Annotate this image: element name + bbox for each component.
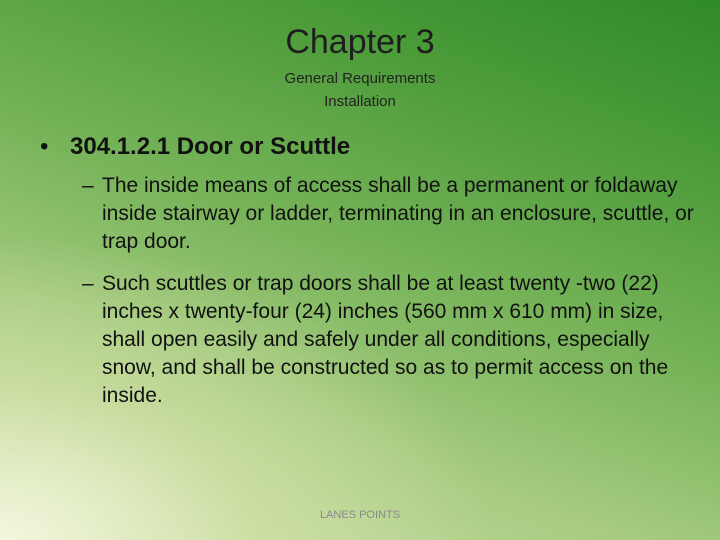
bullet-dot-icon: •	[40, 133, 49, 160]
footer-watermark: LANES POINTS	[319, 509, 401, 521]
bullet-heading-text: 304.1.2.1 Door or Scuttle	[70, 133, 351, 160]
dash-icon: –	[82, 174, 94, 197]
sub-bullet-text: The inside means of access shall be a permanent or foldaway inside stairway or ladder, terminating in an enclosure, scuttle, or trap door.	[102, 174, 694, 253]
slide-subtitle-line-2: Installation	[324, 93, 396, 110]
slide-title: Chapter 3	[285, 23, 435, 61]
slide-subtitle-line-1: General Requirements	[284, 70, 436, 87]
sub-bullet-scuttle-size	[82, 270, 702, 410]
bullet-heading	[40, 130, 700, 164]
sub-bullet-access-means	[82, 172, 702, 256]
sub-bullet-text: Such scuttles or trap doors shall be at least twenty -two (22) inches x twenty-four (24) inches (560 mm x 610 mm) in size, shall open easily and safely under all conditions, especially snow, and shall be constructed so as to permit access on the inside.	[102, 272, 669, 407]
dash-icon: –	[82, 272, 94, 295]
